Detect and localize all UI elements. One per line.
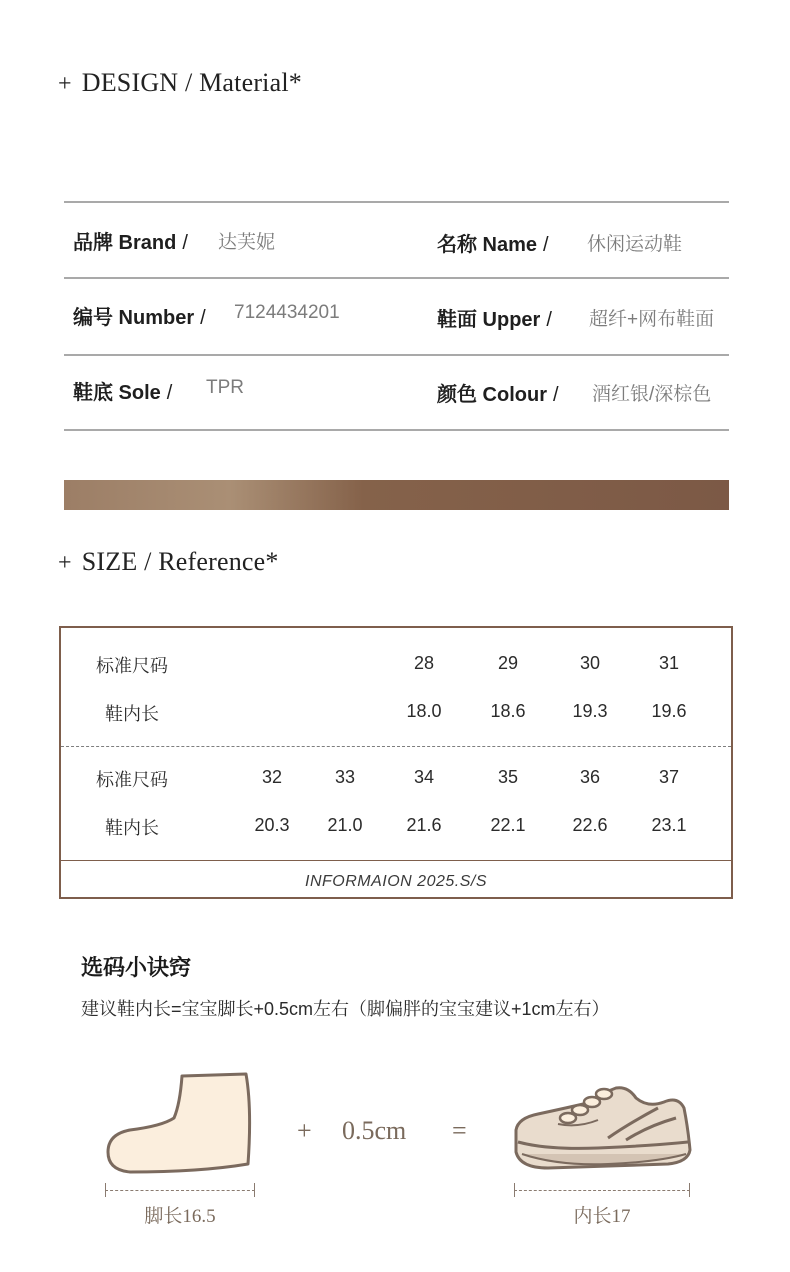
size-cell: 35 bbox=[497, 767, 519, 787]
sole-value: TPR bbox=[206, 377, 244, 398]
length-cell: 18.6 bbox=[490, 701, 526, 721]
brand-value: 达芙妮 bbox=[218, 232, 276, 253]
shoe-measure-line bbox=[514, 1183, 690, 1197]
length-cell: 18.0 bbox=[406, 701, 442, 721]
length-cell: 21.6 bbox=[406, 815, 442, 835]
size-cell: 29 bbox=[497, 653, 519, 673]
size-cell: 30 bbox=[579, 653, 601, 673]
dashed-divider bbox=[61, 746, 731, 747]
length-cell: 22.1 bbox=[490, 815, 526, 835]
table-footer-divider bbox=[61, 860, 731, 861]
tips-title: 选码小诀窍 bbox=[81, 955, 192, 980]
foot-caption: 脚长16.5 bbox=[144, 1206, 216, 1227]
length-cell: 21.0 bbox=[327, 815, 363, 835]
colour-label: 颜色 Colour / bbox=[437, 384, 559, 406]
size-row-label: 标准尺码 bbox=[96, 656, 168, 676]
size-cell: 32 bbox=[261, 767, 283, 787]
number-value: 7124434201 bbox=[234, 302, 340, 323]
shoe-caption: 内长17 bbox=[573, 1206, 631, 1227]
divider bbox=[64, 277, 729, 279]
colour-value: 酒红银/深棕色 bbox=[592, 384, 712, 405]
plus-icon: + bbox=[58, 71, 72, 97]
name-value: 休闲运动鞋 bbox=[587, 234, 683, 255]
name-label: 名称 Name / bbox=[437, 234, 549, 256]
divider bbox=[64, 429, 729, 431]
length-cell: 20.3 bbox=[254, 815, 290, 835]
size-section-title: + SIZE / Reference* bbox=[58, 547, 279, 576]
size-cell: 36 bbox=[579, 767, 601, 787]
plus-sign: + bbox=[297, 1116, 312, 1145]
brand-label: 品牌 Brand / bbox=[73, 232, 188, 254]
decorative-gradient-bar bbox=[64, 480, 729, 510]
length-row-label: 鞋内长 bbox=[105, 818, 159, 838]
length-row-label: 鞋内长 bbox=[105, 704, 159, 724]
plus-icon: + bbox=[58, 550, 72, 576]
divider bbox=[64, 354, 729, 356]
upper-value: 超纤+网布鞋面 bbox=[589, 309, 715, 330]
size-cell: 28 bbox=[413, 653, 435, 673]
size-row-label: 标准尺码 bbox=[96, 770, 168, 790]
size-cell: 33 bbox=[334, 767, 356, 787]
sole-label: 鞋底 Sole / bbox=[73, 382, 173, 404]
number-label: 编号 Number / bbox=[73, 307, 206, 329]
size-cell: 31 bbox=[658, 653, 680, 673]
info-footer: INFORMAION 2025.S/S bbox=[305, 873, 487, 890]
extra-length: 0.5cm bbox=[342, 1116, 407, 1145]
sneaker-icon bbox=[508, 1078, 698, 1178]
size-cell: 34 bbox=[413, 767, 435, 787]
tips-body: 建议鞋内长=宝宝脚长+0.5cm左右（脚偏胖的宝宝建议+1cm左右） bbox=[81, 999, 610, 1019]
length-cell: 19.6 bbox=[651, 701, 687, 721]
foot-measure-line bbox=[105, 1183, 255, 1197]
upper-label: 鞋面 Upper / bbox=[437, 309, 552, 331]
length-cell: 19.3 bbox=[572, 701, 608, 721]
size-cell: 37 bbox=[658, 767, 680, 787]
length-cell: 23.1 bbox=[651, 815, 687, 835]
divider bbox=[64, 201, 729, 203]
equals-sign: = bbox=[452, 1116, 467, 1145]
length-cell: 22.6 bbox=[572, 815, 608, 835]
design-section-title: + DESIGN / Material* bbox=[58, 68, 302, 97]
foot-icon bbox=[100, 1068, 260, 1178]
